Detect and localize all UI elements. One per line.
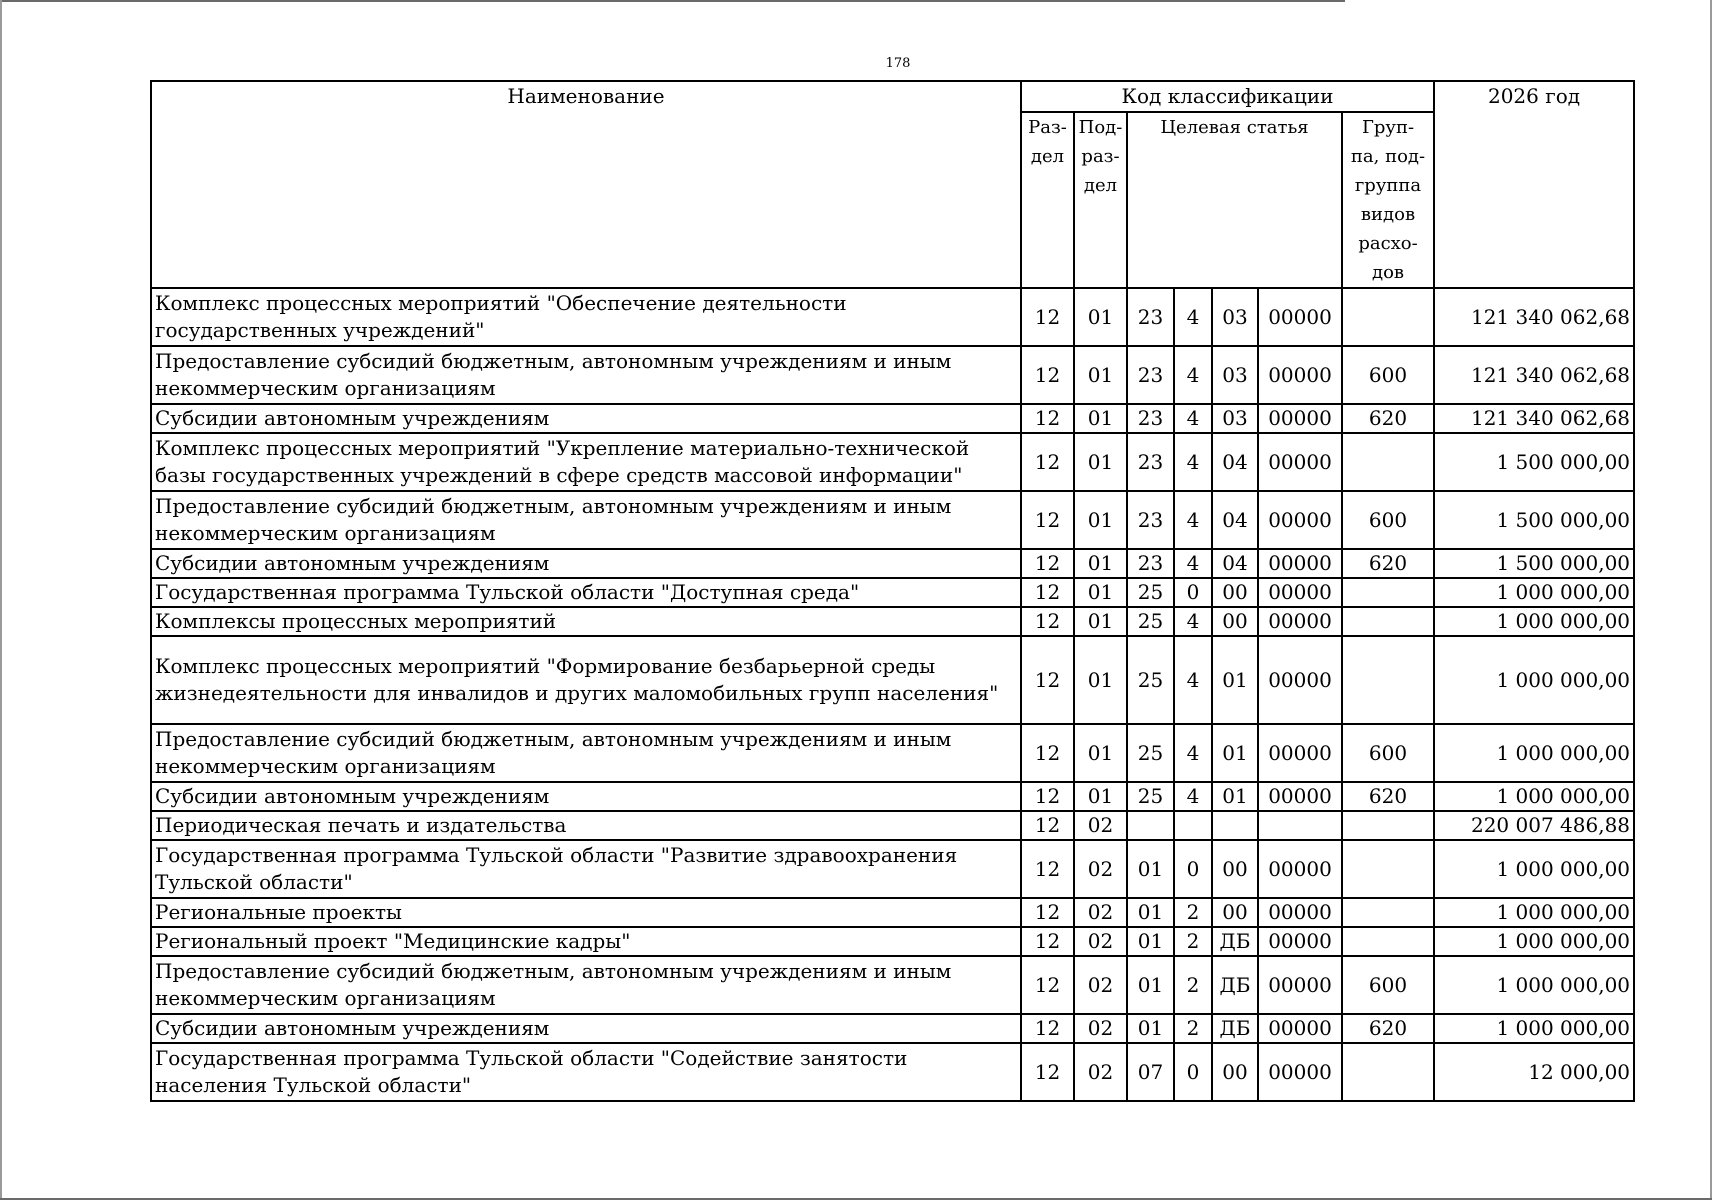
row-expense-group: [1342, 636, 1434, 724]
row-target-measure: 00: [1212, 578, 1258, 607]
row-expense-group: 620: [1342, 549, 1434, 578]
row-amount: 12 000,00: [1434, 1043, 1634, 1101]
row-target-subprogram: 2: [1174, 927, 1212, 956]
table-row: [151, 346, 1634, 404]
row-amount: 1 000 000,00: [1434, 927, 1634, 956]
row-target-measure: 04: [1212, 549, 1258, 578]
row-name: Государственная программа Тульской области "Доступная среда": [151, 578, 1021, 607]
row-name: Предоставление субсидий бюджетным, автономным учреждениям и иным некоммерческим организациям: [151, 956, 1021, 1014]
row-name: Комплекс процессных мероприятий "Формирование безбарьерной среды жизнедеятельности для инвалидов и других маломобильных групп населения": [151, 636, 1021, 724]
row-target-direction: 00000: [1258, 1043, 1342, 1101]
row-expense-group: 600: [1342, 491, 1434, 549]
row-target-direction: 00000: [1258, 578, 1342, 607]
row-section: 12: [1021, 1014, 1074, 1043]
row-expense-group: [1342, 433, 1434, 491]
row-amount: 121 340 062,68: [1434, 346, 1634, 404]
row-target-program: 25: [1127, 724, 1174, 782]
row-name: Субсидии автономным учреждениям: [151, 1014, 1021, 1043]
row-target-measure: ДБ: [1212, 927, 1258, 956]
row-target-program: 25: [1127, 782, 1174, 811]
row-target-direction: 00000: [1258, 782, 1342, 811]
row-target-subprogram: 0: [1174, 840, 1212, 898]
row-target-measure: 00: [1212, 607, 1258, 636]
page-number: 178: [885, 56, 911, 71]
row-target-direction: 00000: [1258, 491, 1342, 549]
row-name: Комплексы процессных мероприятий: [151, 607, 1021, 636]
row-section: 12: [1021, 607, 1074, 636]
row-target-direction: [1258, 811, 1342, 840]
row-amount: 1 000 000,00: [1434, 1014, 1634, 1043]
table-row: [151, 956, 1634, 1014]
row-name: Комплекс процессных мероприятий "Укрепление материально-технической базы государственных учреждений в сфере средств массовой информации": [151, 433, 1021, 491]
header-classification-code: Код классификации: [1021, 81, 1434, 112]
row-section: 12: [1021, 927, 1074, 956]
row-expense-group: 620: [1342, 1014, 1434, 1043]
table-row: [151, 927, 1634, 956]
row-section: 12: [1021, 782, 1074, 811]
row-subsection: 02: [1074, 811, 1127, 840]
scan-border-left: [0, 0, 2, 1200]
row-expense-group: [1342, 578, 1434, 607]
row-target-program: 01: [1127, 840, 1174, 898]
row-subsection: 01: [1074, 288, 1127, 346]
row-target-program: [1127, 811, 1174, 840]
row-amount: 220 007 486,88: [1434, 811, 1634, 840]
row-expense-group: 600: [1342, 346, 1434, 404]
row-target-measure: [1212, 811, 1258, 840]
row-target-subprogram: 2: [1174, 898, 1212, 927]
row-target-direction: 00000: [1258, 724, 1342, 782]
row-subsection: 01: [1074, 636, 1127, 724]
table-row: [151, 1014, 1634, 1043]
row-target-measure: 00: [1212, 1043, 1258, 1101]
row-target-direction: 00000: [1258, 1014, 1342, 1043]
row-amount: 1 000 000,00: [1434, 607, 1634, 636]
row-target-measure: 01: [1212, 782, 1258, 811]
row-target-program: 23: [1127, 288, 1174, 346]
row-section: 12: [1021, 433, 1074, 491]
row-target-direction: 00000: [1258, 404, 1342, 433]
row-target-measure: 04: [1212, 433, 1258, 491]
row-name: Субсидии автономным учреждениям: [151, 404, 1021, 433]
row-amount: 121 340 062,68: [1434, 288, 1634, 346]
table-row: [151, 636, 1634, 724]
row-target-subprogram: 2: [1174, 956, 1212, 1014]
row-subsection: 02: [1074, 840, 1127, 898]
row-section: 12: [1021, 811, 1074, 840]
row-target-direction: 00000: [1258, 840, 1342, 898]
row-target-subprogram: 4: [1174, 433, 1212, 491]
table-body: [151, 288, 1634, 1101]
table-row: [151, 840, 1634, 898]
row-amount: 1 000 000,00: [1434, 724, 1634, 782]
scan-border-top: [0, 0, 1345, 2]
row-subsection: 02: [1074, 956, 1127, 1014]
row-target-subprogram: 4: [1174, 491, 1212, 549]
header-expense-group: Груп- па, под- группа видов расхо- дов: [1342, 112, 1434, 288]
row-target-measure: 03: [1212, 346, 1258, 404]
row-target-direction: 00000: [1258, 433, 1342, 491]
row-expense-group: 600: [1342, 724, 1434, 782]
row-subsection: 01: [1074, 433, 1127, 491]
row-subsection: 02: [1074, 898, 1127, 927]
row-name: Государственная программа Тульской области "Содействие занятости населения Тульской области": [151, 1043, 1021, 1101]
row-target-program: 01: [1127, 956, 1174, 1014]
row-subsection: 01: [1074, 607, 1127, 636]
row-target-subprogram: [1174, 811, 1212, 840]
row-target-program: 07: [1127, 1043, 1174, 1101]
table-row: [151, 549, 1634, 578]
row-subsection: 01: [1074, 346, 1127, 404]
row-subsection: 02: [1074, 1043, 1127, 1101]
row-target-program: 23: [1127, 433, 1174, 491]
table-row: [151, 1043, 1634, 1101]
row-name: Региональный проект "Медицинские кадры": [151, 927, 1021, 956]
row-section: 12: [1021, 578, 1074, 607]
row-name: Субсидии автономным учреждениям: [151, 549, 1021, 578]
row-target-program: 01: [1127, 1014, 1174, 1043]
row-expense-group: [1342, 811, 1434, 840]
row-name: Предоставление субсидий бюджетным, автономным учреждениям и иным некоммерческим организациям: [151, 724, 1021, 782]
row-expense-group: 600: [1342, 956, 1434, 1014]
row-target-direction: 00000: [1258, 607, 1342, 636]
row-section: 12: [1021, 288, 1074, 346]
table-row: [151, 724, 1634, 782]
row-subsection: 01: [1074, 491, 1127, 549]
table-row: [151, 288, 1634, 346]
table-row: [151, 578, 1634, 607]
row-subsection: 02: [1074, 1014, 1127, 1043]
row-name: Периодическая печать и издательства: [151, 811, 1021, 840]
row-target-measure: 00: [1212, 898, 1258, 927]
row-expense-group: [1342, 1043, 1434, 1101]
row-target-subprogram: 0: [1174, 1043, 1212, 1101]
row-target-direction: 00000: [1258, 288, 1342, 346]
row-amount: 121 340 062,68: [1434, 404, 1634, 433]
table-row: [151, 433, 1634, 491]
row-subsection: 01: [1074, 724, 1127, 782]
row-amount: 1 000 000,00: [1434, 578, 1634, 607]
row-target-measure: 01: [1212, 724, 1258, 782]
header-year: 2026 год: [1434, 81, 1634, 288]
header-target-article: Целевая статья: [1127, 112, 1342, 288]
table-row: [151, 404, 1634, 433]
row-section: 12: [1021, 636, 1074, 724]
row-expense-group: 620: [1342, 782, 1434, 811]
row-target-program: 23: [1127, 346, 1174, 404]
row-amount: 1 500 000,00: [1434, 433, 1634, 491]
row-target-subprogram: 4: [1174, 724, 1212, 782]
row-target-subprogram: 4: [1174, 782, 1212, 811]
row-amount: 1 500 000,00: [1434, 491, 1634, 549]
row-target-subprogram: 4: [1174, 636, 1212, 724]
row-target-direction: 00000: [1258, 956, 1342, 1014]
row-target-direction: 00000: [1258, 636, 1342, 724]
row-expense-group: [1342, 898, 1434, 927]
row-target-subprogram: 4: [1174, 404, 1212, 433]
row-target-direction: 00000: [1258, 927, 1342, 956]
row-name: Региональные проекты: [151, 898, 1021, 927]
table-row: [151, 898, 1634, 927]
row-expense-group: [1342, 927, 1434, 956]
row-target-program: 01: [1127, 898, 1174, 927]
row-target-program: 25: [1127, 607, 1174, 636]
row-amount: 1 000 000,00: [1434, 956, 1634, 1014]
row-amount: 1 000 000,00: [1434, 636, 1634, 724]
row-subsection: 01: [1074, 549, 1127, 578]
row-section: 12: [1021, 491, 1074, 549]
row-section: 12: [1021, 724, 1074, 782]
header-section: Раз- дел: [1021, 112, 1074, 288]
row-target-direction: 00000: [1258, 549, 1342, 578]
row-name: Государственная программа Тульской области "Развитие здравоохранения Тульской области": [151, 840, 1021, 898]
row-section: 12: [1021, 956, 1074, 1014]
row-target-measure: ДБ: [1212, 1014, 1258, 1043]
row-target-subprogram: 2: [1174, 1014, 1212, 1043]
row-target-program: 25: [1127, 636, 1174, 724]
budget-table: [150, 80, 1635, 1102]
row-target-program: 23: [1127, 549, 1174, 578]
row-target-direction: 00000: [1258, 346, 1342, 404]
row-target-program: 23: [1127, 491, 1174, 549]
row-target-direction: 00000: [1258, 898, 1342, 927]
row-expense-group: [1342, 840, 1434, 898]
row-subsection: 01: [1074, 404, 1127, 433]
row-expense-group: 620: [1342, 404, 1434, 433]
row-target-measure: 04: [1212, 491, 1258, 549]
row-name: Предоставление субсидий бюджетным, автономным учреждениям и иным некоммерческим организациям: [151, 346, 1021, 404]
row-target-subprogram: 4: [1174, 607, 1212, 636]
row-target-measure: 00: [1212, 840, 1258, 898]
row-target-subprogram: 4: [1174, 288, 1212, 346]
table-row: [151, 811, 1634, 840]
row-subsection: 02: [1074, 927, 1127, 956]
row-target-program: 01: [1127, 927, 1174, 956]
row-name: Комплекс процессных мероприятий "Обеспечение деятельности государственных учреждений": [151, 288, 1021, 346]
row-section: 12: [1021, 840, 1074, 898]
row-target-program: 25: [1127, 578, 1174, 607]
row-target-subprogram: 4: [1174, 346, 1212, 404]
row-target-measure: 03: [1212, 288, 1258, 346]
row-amount: 1 000 000,00: [1434, 898, 1634, 927]
table-row: [151, 607, 1634, 636]
row-expense-group: [1342, 607, 1434, 636]
header-subsection: Под- раз- дел: [1074, 112, 1127, 288]
row-target-program: 23: [1127, 404, 1174, 433]
row-amount: 1 000 000,00: [1434, 840, 1634, 898]
table-row: [151, 491, 1634, 549]
row-target-measure: 03: [1212, 404, 1258, 433]
row-target-subprogram: 0: [1174, 578, 1212, 607]
row-subsection: 01: [1074, 578, 1127, 607]
row-section: 12: [1021, 1043, 1074, 1101]
row-section: 12: [1021, 346, 1074, 404]
row-target-measure: ДБ: [1212, 956, 1258, 1014]
header-name: Наименование: [151, 81, 1021, 288]
row-section: 12: [1021, 404, 1074, 433]
row-name: Субсидии автономным учреждениям: [151, 782, 1021, 811]
table-header-row-1: [151, 81, 1634, 112]
row-target-subprogram: 4: [1174, 549, 1212, 578]
row-target-measure: 01: [1212, 636, 1258, 724]
row-amount: 1 500 000,00: [1434, 549, 1634, 578]
row-expense-group: [1342, 288, 1434, 346]
table-row: [151, 782, 1634, 811]
row-name: Предоставление субсидий бюджетным, автономным учреждениям и иным некоммерческим организациям: [151, 491, 1021, 549]
row-amount: 1 000 000,00: [1434, 782, 1634, 811]
row-section: 12: [1021, 898, 1074, 927]
row-section: 12: [1021, 549, 1074, 578]
row-subsection: 01: [1074, 782, 1127, 811]
